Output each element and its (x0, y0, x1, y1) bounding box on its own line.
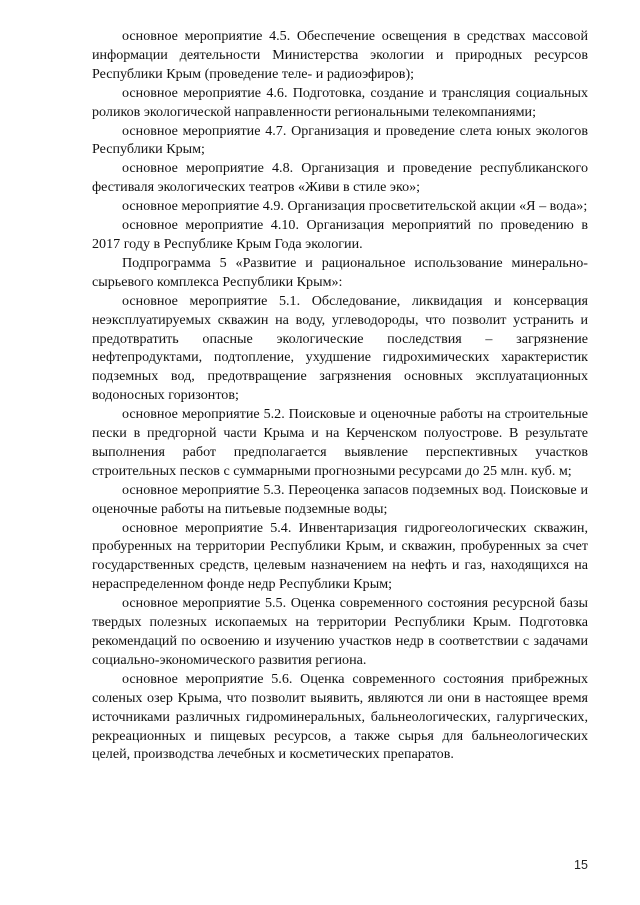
paragraph-5-2: основное мероприятие 5.2. Поисковые и оценочные работы на строительные пески в предгорной части Крыма и на Керченском полуострове. В результате выполнения работ предполагается выявление перспективных участков строительных песков с суммарными прогнозными ресурсами до 25 млн. куб. м; (92, 406, 588, 479)
body-text (92, 27, 588, 764)
paragraph-5-5: основное мероприятие 5.5. Оценка современного состояния ресурсной базы твердых полезных ископаемых на территории Республики Крым. Подготовка рекомендаций по освоению и изучению участков недр в соответствии с задачами социально-экономического развития региона. (92, 595, 588, 668)
paragraph-5-4: основное мероприятие 5.4. Инвентаризация гидрогеологических скважин, пробуренных на территории Республики Крым, и скважин, пробуренных за счет государственных средств, целевым назначением на нефть и газ, находящихся на нераспределенном фонде недр Республики Крым; (92, 519, 588, 593)
paragraph-4-9: основное мероприятие 4.9. Организация просветительской акции «Я – вода»; (122, 198, 588, 215)
paragraph-4-6: основное мероприятие 4.6. Подготовка, создание и трансляция социальных роликов экологической направленности региональными телекомпаниями; (92, 84, 588, 120)
paragraph-4-5: основное мероприятие 4.5. Обеспечение освещения в средствах массовой информации деятельности Министерства экологии и природных ресурсов Республики Крым (проведение теле- и радиоэфиров); (92, 28, 588, 82)
page-number: 15 (574, 858, 588, 872)
paragraph-5-3: основное мероприятие 5.3. Переоценка запасов подземных вод. Поисковые и оценочные работы на питьевые подземные воды; (92, 481, 588, 517)
subprogram-5-heading: Подпрограмма 5 «Развитие и рациональное использование минерально-сырьевого комплекса Республики Крым»: (92, 254, 588, 290)
paragraph-5-6: основное мероприятие 5.6. Оценка современного состояния прибрежных соленых озер Крыма, что позволит выявить, являются ли они в настоящее время источниками различных гидроминеральных, бальнеологических, галургических, рекреационных и пищевых ресурсов, а также сырья для бальнеологических целей, производства лечебных и косметических препаратов. (92, 670, 588, 763)
paragraph-5-1: основное мероприятие 5.1. Обследование, ликвидация и консервация неэксплуатируемых скважин на воду, углеводороды, что позволит устранить и предотвратить опасные экологические последствия – загрязнение нефтепродуктами, подтопление, ухудшение гидрохимических характеристик подземных вод, предотвращение загрязнения основных эксплуатационных водоносных горизонтов; (92, 292, 588, 404)
paragraph-4-7: основное мероприятие 4.7. Организация и проведение слета юных экологов Республики Крым; (92, 122, 588, 158)
paragraph-4-10: основное мероприятие 4.10. Организация мероприятий по проведению в 2017 году в Республике Крым Года экологии. (92, 217, 588, 252)
paragraph-4-8: основное мероприятие 4.8. Организация и проведение республиканского фестиваля экологических театров «Живи в стиле эко»; (92, 160, 588, 196)
